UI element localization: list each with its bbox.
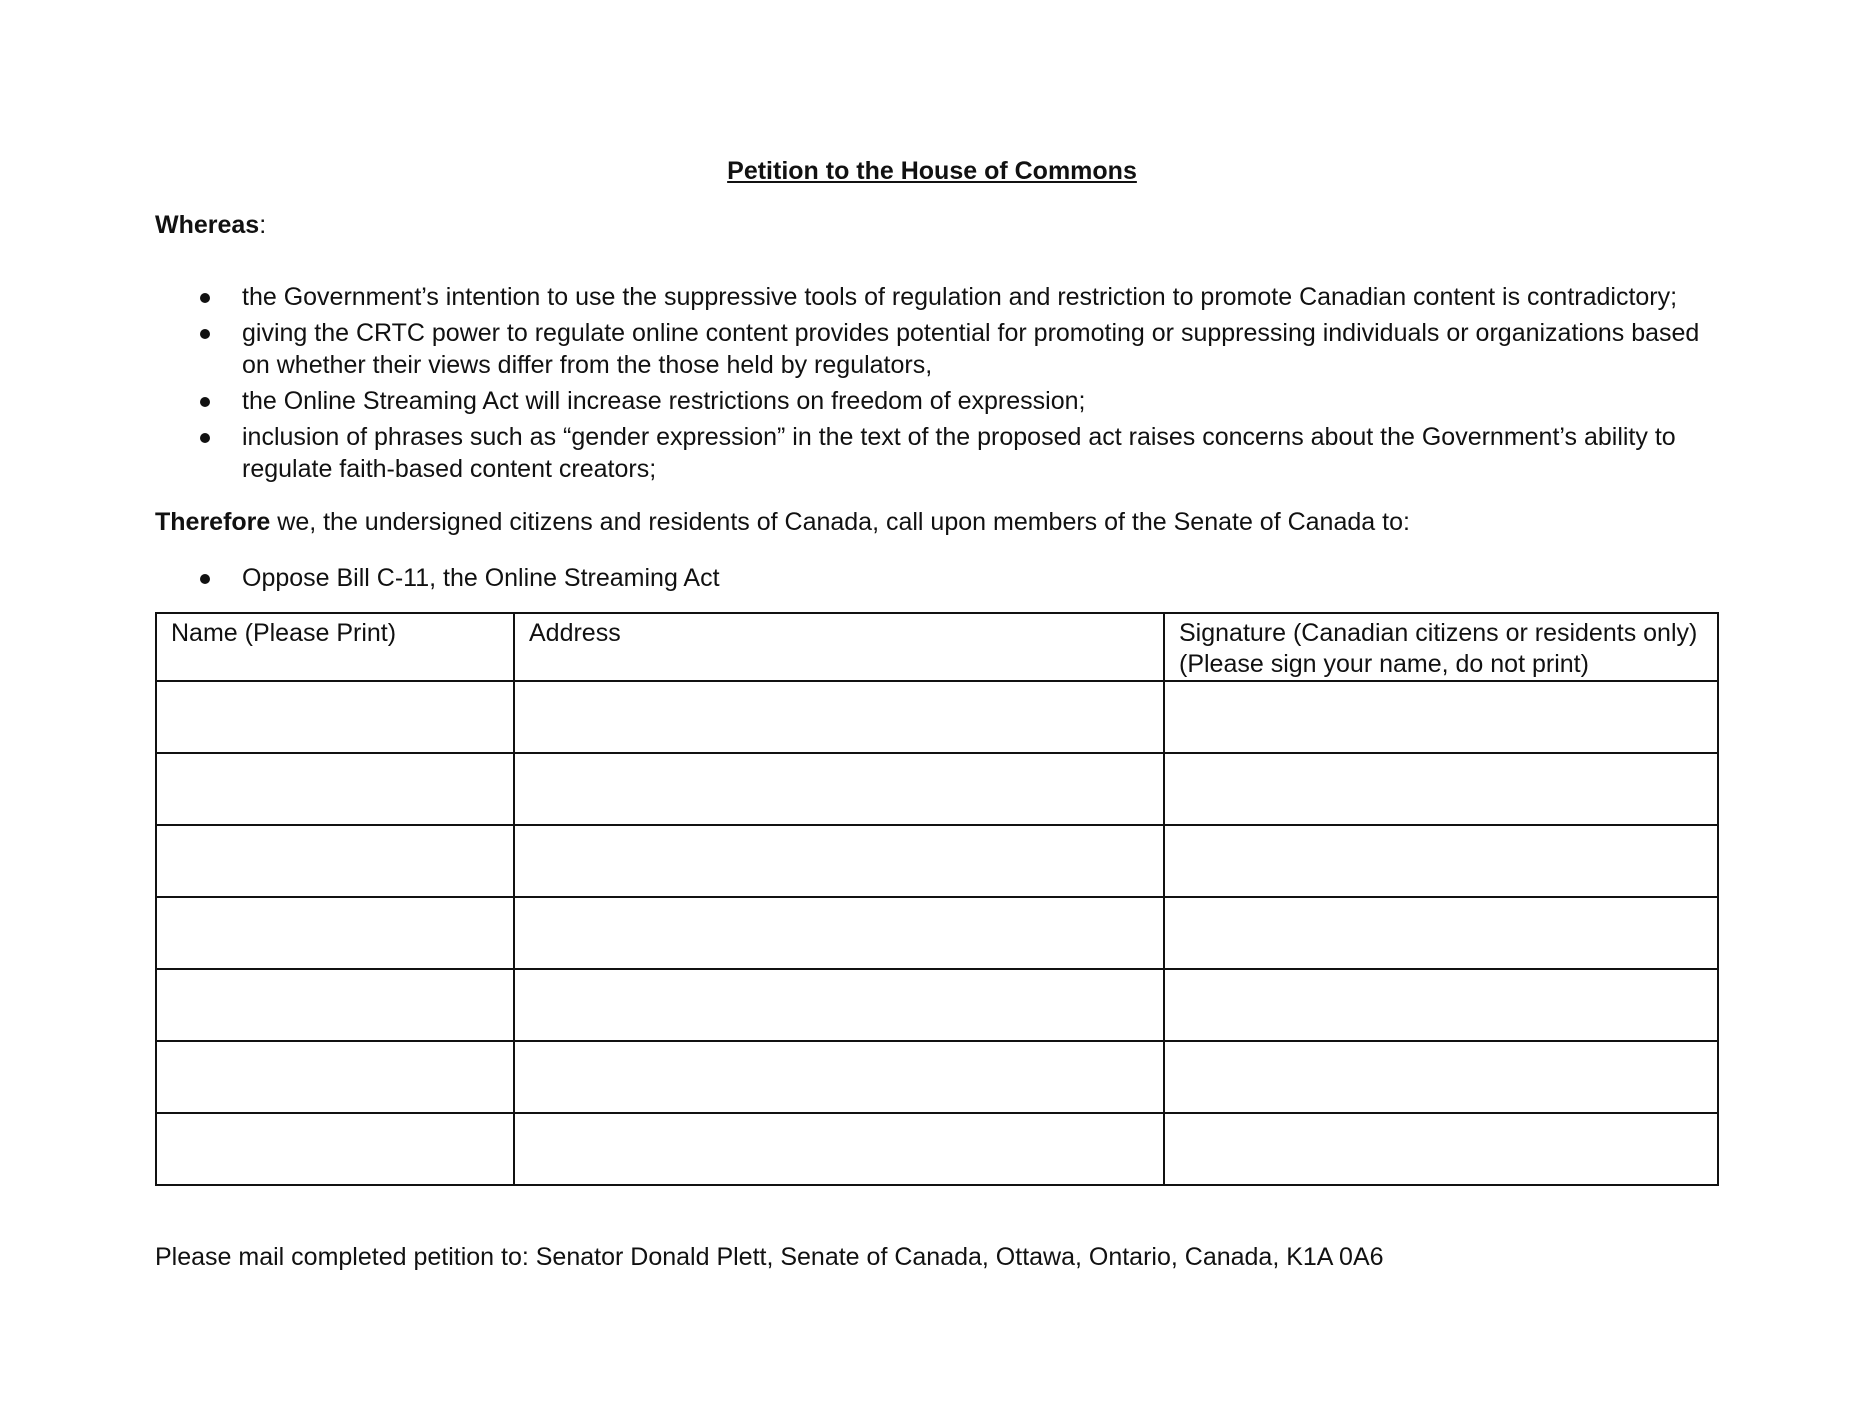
name-cell[interactable]: [156, 825, 514, 897]
whereas-heading: [155, 209, 266, 241]
therefore-label: Therefore: [155, 508, 271, 536]
signature-header-line1: Signature (Canadian citizens or residents only): [1179, 619, 1698, 647]
address-cell[interactable]: [514, 1113, 1164, 1185]
name-cell[interactable]: [156, 1041, 514, 1113]
name-cell[interactable]: [156, 1113, 514, 1185]
action-item: Oppose Bill C-11, the Online Streaming Act: [155, 562, 1715, 594]
mail-instructions: Please mail completed petition to: Senator Donald Plett, Senate of Canada, Ottawa, Ontario, Canada, K1A 0A6: [155, 1243, 1384, 1271]
address-cell[interactable]: [514, 1041, 1164, 1113]
signature-column-header: [1164, 613, 1718, 681]
table-row: [156, 753, 1718, 825]
whereas-item: the Online Streaming Act will increase restrictions on freedom of expression;: [155, 385, 1715, 417]
signature-cell[interactable]: [1164, 969, 1718, 1041]
table-row: [156, 1041, 1718, 1113]
table-header-row: [156, 613, 1718, 681]
address-column-header: Address: [514, 613, 1164, 681]
name-cell[interactable]: [156, 969, 514, 1041]
signature-cell[interactable]: [1164, 681, 1718, 753]
whereas-item: the Government’s intention to use the suppressive tools of regulation and restriction to promote Canadian content is contradictory;: [155, 281, 1715, 313]
whereas-item: giving the CRTC power to regulate online content provides potential for promoting or suppressing individuals or organizations based on whether their views differ from the those held by regulators,: [155, 317, 1715, 381]
signature-table: [155, 612, 1719, 1186]
address-cell[interactable]: [514, 753, 1164, 825]
action-list: [155, 562, 1715, 594]
whereas-label: Whereas: [155, 211, 260, 239]
address-cell[interactable]: [514, 897, 1164, 969]
signature-cell[interactable]: [1164, 1113, 1718, 1185]
whereas-item: inclusion of phrases such as “gender expression” in the text of the proposed act raises concerns about the Government’s ability to regulate faith-based content creators;: [155, 421, 1715, 485]
address-cell[interactable]: [514, 681, 1164, 753]
therefore-statement: [155, 506, 1410, 538]
signature-cell[interactable]: [1164, 825, 1718, 897]
table-row: [156, 969, 1718, 1041]
signature-cell[interactable]: [1164, 897, 1718, 969]
table-row: [156, 897, 1718, 969]
name-cell[interactable]: [156, 897, 514, 969]
whereas-colon: :: [259, 211, 267, 239]
table-row: [156, 825, 1718, 897]
signature-cell[interactable]: [1164, 753, 1718, 825]
whereas-list: [155, 281, 1715, 489]
name-column-header: Name (Please Print): [156, 613, 514, 681]
name-cell[interactable]: [156, 681, 514, 753]
therefore-text: we, the undersigned citizens and residents of Canada, call upon members of the Senate of Canada to:: [270, 508, 1410, 536]
name-cell[interactable]: [156, 753, 514, 825]
table-row: [156, 681, 1718, 753]
signature-cell[interactable]: [1164, 1041, 1718, 1113]
address-cell[interactable]: [514, 825, 1164, 897]
petition-title: Petition to the House of Commons: [727, 157, 1137, 185]
address-cell[interactable]: [514, 969, 1164, 1041]
signature-header-line2: (Please sign your name, do not print): [1179, 650, 1589, 678]
table-row: [156, 1113, 1718, 1185]
